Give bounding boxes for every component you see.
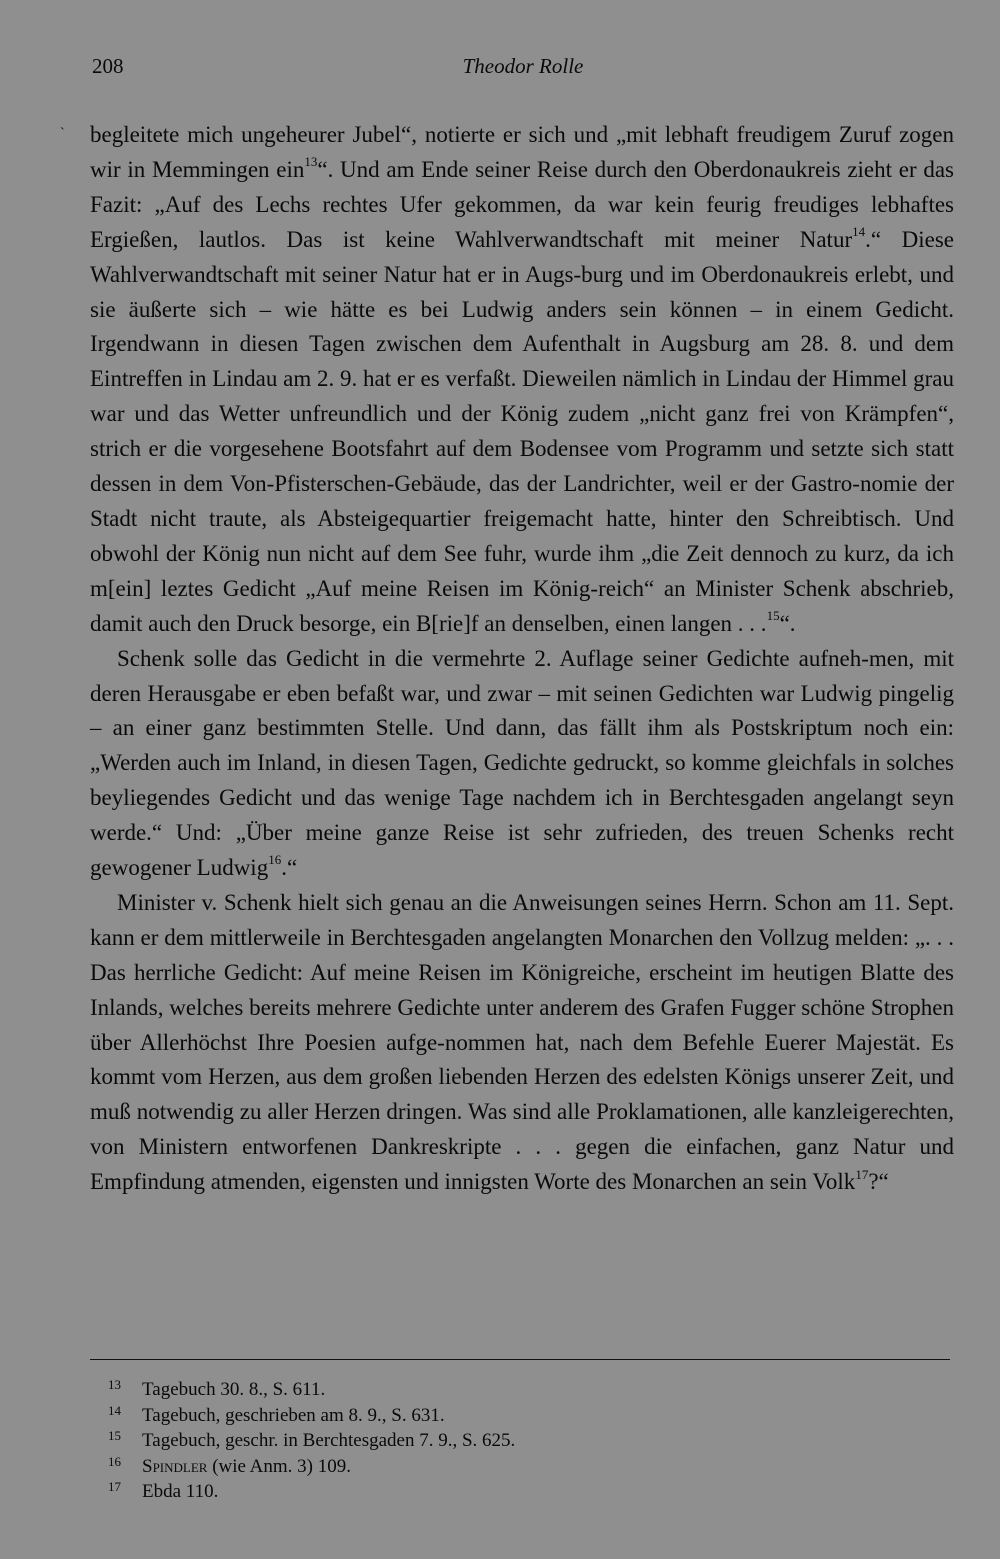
footnote-ref: 14 [852, 224, 866, 240]
paragraph [90, 886, 954, 1200]
footnote-text [142, 1378, 325, 1403]
footnote-number: 13 [108, 1377, 121, 1392]
footnote-author: Spindler [142, 1455, 208, 1477]
running-title: Theodor Rolle [462, 54, 584, 78]
footnote-citation: Tagebuch, geschrieben am 8. 9., S. 631. [142, 1404, 445, 1426]
footnote-text [142, 1480, 218, 1505]
footnote [108, 1455, 928, 1481]
footnote-number: 14 [108, 1402, 121, 1418]
running-head [92, 54, 954, 84]
paragraph-text: .“ [281, 855, 298, 881]
footnote-citation: Tagebuch, geschr. in Berchtesgaden 7. 9., S. 625. [142, 1430, 516, 1451]
footnote-rule [90, 1359, 950, 1360]
paragraph-text: .“ Diese Wahlverwandtschaft mit seiner Natur hat er in Augs-burg und im Oberdonaukreis erlebt, und sie äußerte sich – wie hätte es bei Ludwig anders sein können – in einem Gedicht. Irgendwann in diesen Tagen zwischen dem Aufenthalt in Augsburg am 28. 8. und dem Eintreffen in Lindau am 2. 9. hat er es verfaßt. Dieweilen nämlich in Lindau der Himmel grau war und das Wetter unfreundlich und der König zudem „nicht ganz frei von Krämpfen“, strich er die vorgesehene Bootsfahrt auf dem Bodensee vom Programm und setzte sich statt dessen in dem Von-Pfisterschen-Gebäude, das der Landrichter, weil er der Gastro-nomie der Stadt nicht traute, als Absteigequartier freigemacht hatte, hinter den Schreibtisch. Und obwohl der König nun nicht auf dem See fuhr, wurde ihm „die Zeit dennoch zu kurz, da ich m[ein] leztes Gedicht „Auf meine Reisen im König-reich“ an Minister Schenk abschrieb, damit auch den Druck besorge, ein B[rie]f an denselben, einen langen . . . [90, 226, 954, 636]
footnote-number: 16 [108, 1453, 121, 1469]
paragraph-text: begleitete mich ungeheurer Jubel“, notierte er sich und „mit lebhaft freudigem Zuruf zogen wir in Memmingen ein [90, 122, 954, 182]
footnote [108, 1480, 928, 1506]
paragraph-text: Schenk solle das Gedicht in die vermehrte 2. Auflage seiner Gedichte aufneh-men, mit deren Herausgabe er eben befaßt war, und zwar – mit seinen Gedichten war Ludwig pingelig – an einer ganz bestimmten Stelle. Und dann, das fällt ihm als Postskriptum noch ein: „Werden auch im Inland, in diesen Tagen, Gedichte gedruckt, so komme gleichfals in solches beyliegendes Gedicht und das wenige Tage nachdem ich in Berchtesgaden angelangt seyn werde.“ Und: „Über meine ganze Reise ist sehr zufrieden, des treuen Schenks recht gewogener Ludwig [90, 645, 954, 881]
footnote [108, 1429, 928, 1455]
paragraph [90, 118, 954, 642]
paragraph-text: “. [779, 610, 796, 636]
footnote-text [142, 1404, 445, 1429]
paragraph-text: Minister v. Schenk hielt sich genau an die Anweisungen seines Herrn. Schon am 11. Sept. kann er dem mittlerweile in Berchtesgaden angelangten Monarchen den Vollzug melden: „. . . Das herrliche Gedicht: Auf meine Reisen im Königreiche, erscheint im heutigen Blatte des Inlands, welches bereits mehrere Gedichte unter anderem des Grafen Fugger schöne Strophen über Allerhöchst Ihre Poesien aufge-nommen hat, nach dem Befehle Euerer Majestät. Es kommt vom Herzen, aus dem großen liebenden Herzen des edelsten Königs unserer Zeit, und muß notwendig zu aller Herzen dringen. Was sind alle Proklamationen, alle kanzleigerechten, von Ministern entworfenen Dankreskripte . . . gegen die einfachen, ganz Natur und Empfindung atmenden, eigensten und innigsten Worte des Monarchen an sein Volk [90, 889, 954, 1195]
footnote [108, 1378, 928, 1404]
footnote-citation: (wie Anm. 3) 109. [207, 1455, 352, 1477]
footnote-text [142, 1455, 351, 1480]
footnote-ref: 16 [268, 852, 282, 868]
footnote-citation: Tagebuch 30. 8., S. 611. [142, 1379, 326, 1400]
footnote-citation: Ebda 110. [142, 1481, 219, 1502]
footnote-ref: 13 [304, 154, 318, 170]
footnote-ref: 17 [855, 1166, 869, 1182]
margin-mark: ` [60, 126, 65, 141]
page-number: 208 [92, 54, 124, 78]
body-text [90, 118, 954, 1200]
footnote-ref: 15 [766, 608, 780, 624]
paragraph-text: “. Und am Ende seiner Reise durch den Oberdonaukreis zieht er das Fazit: „Auf des Lechs rechtes Ufer gekommen, da war kein feurig freudiges lebhaftes Ergießen, lautlos. Das ist keine Wahlverwandtschaft mit meiner Natur [90, 156, 955, 252]
footnote [108, 1404, 928, 1430]
footnotes [108, 1378, 928, 1506]
footnote-number: 15 [108, 1428, 121, 1443]
paragraph [90, 642, 954, 886]
footnote-text [142, 1429, 515, 1454]
paragraph-text: ?“ [868, 1169, 889, 1195]
footnote-number: 17 [108, 1479, 121, 1494]
